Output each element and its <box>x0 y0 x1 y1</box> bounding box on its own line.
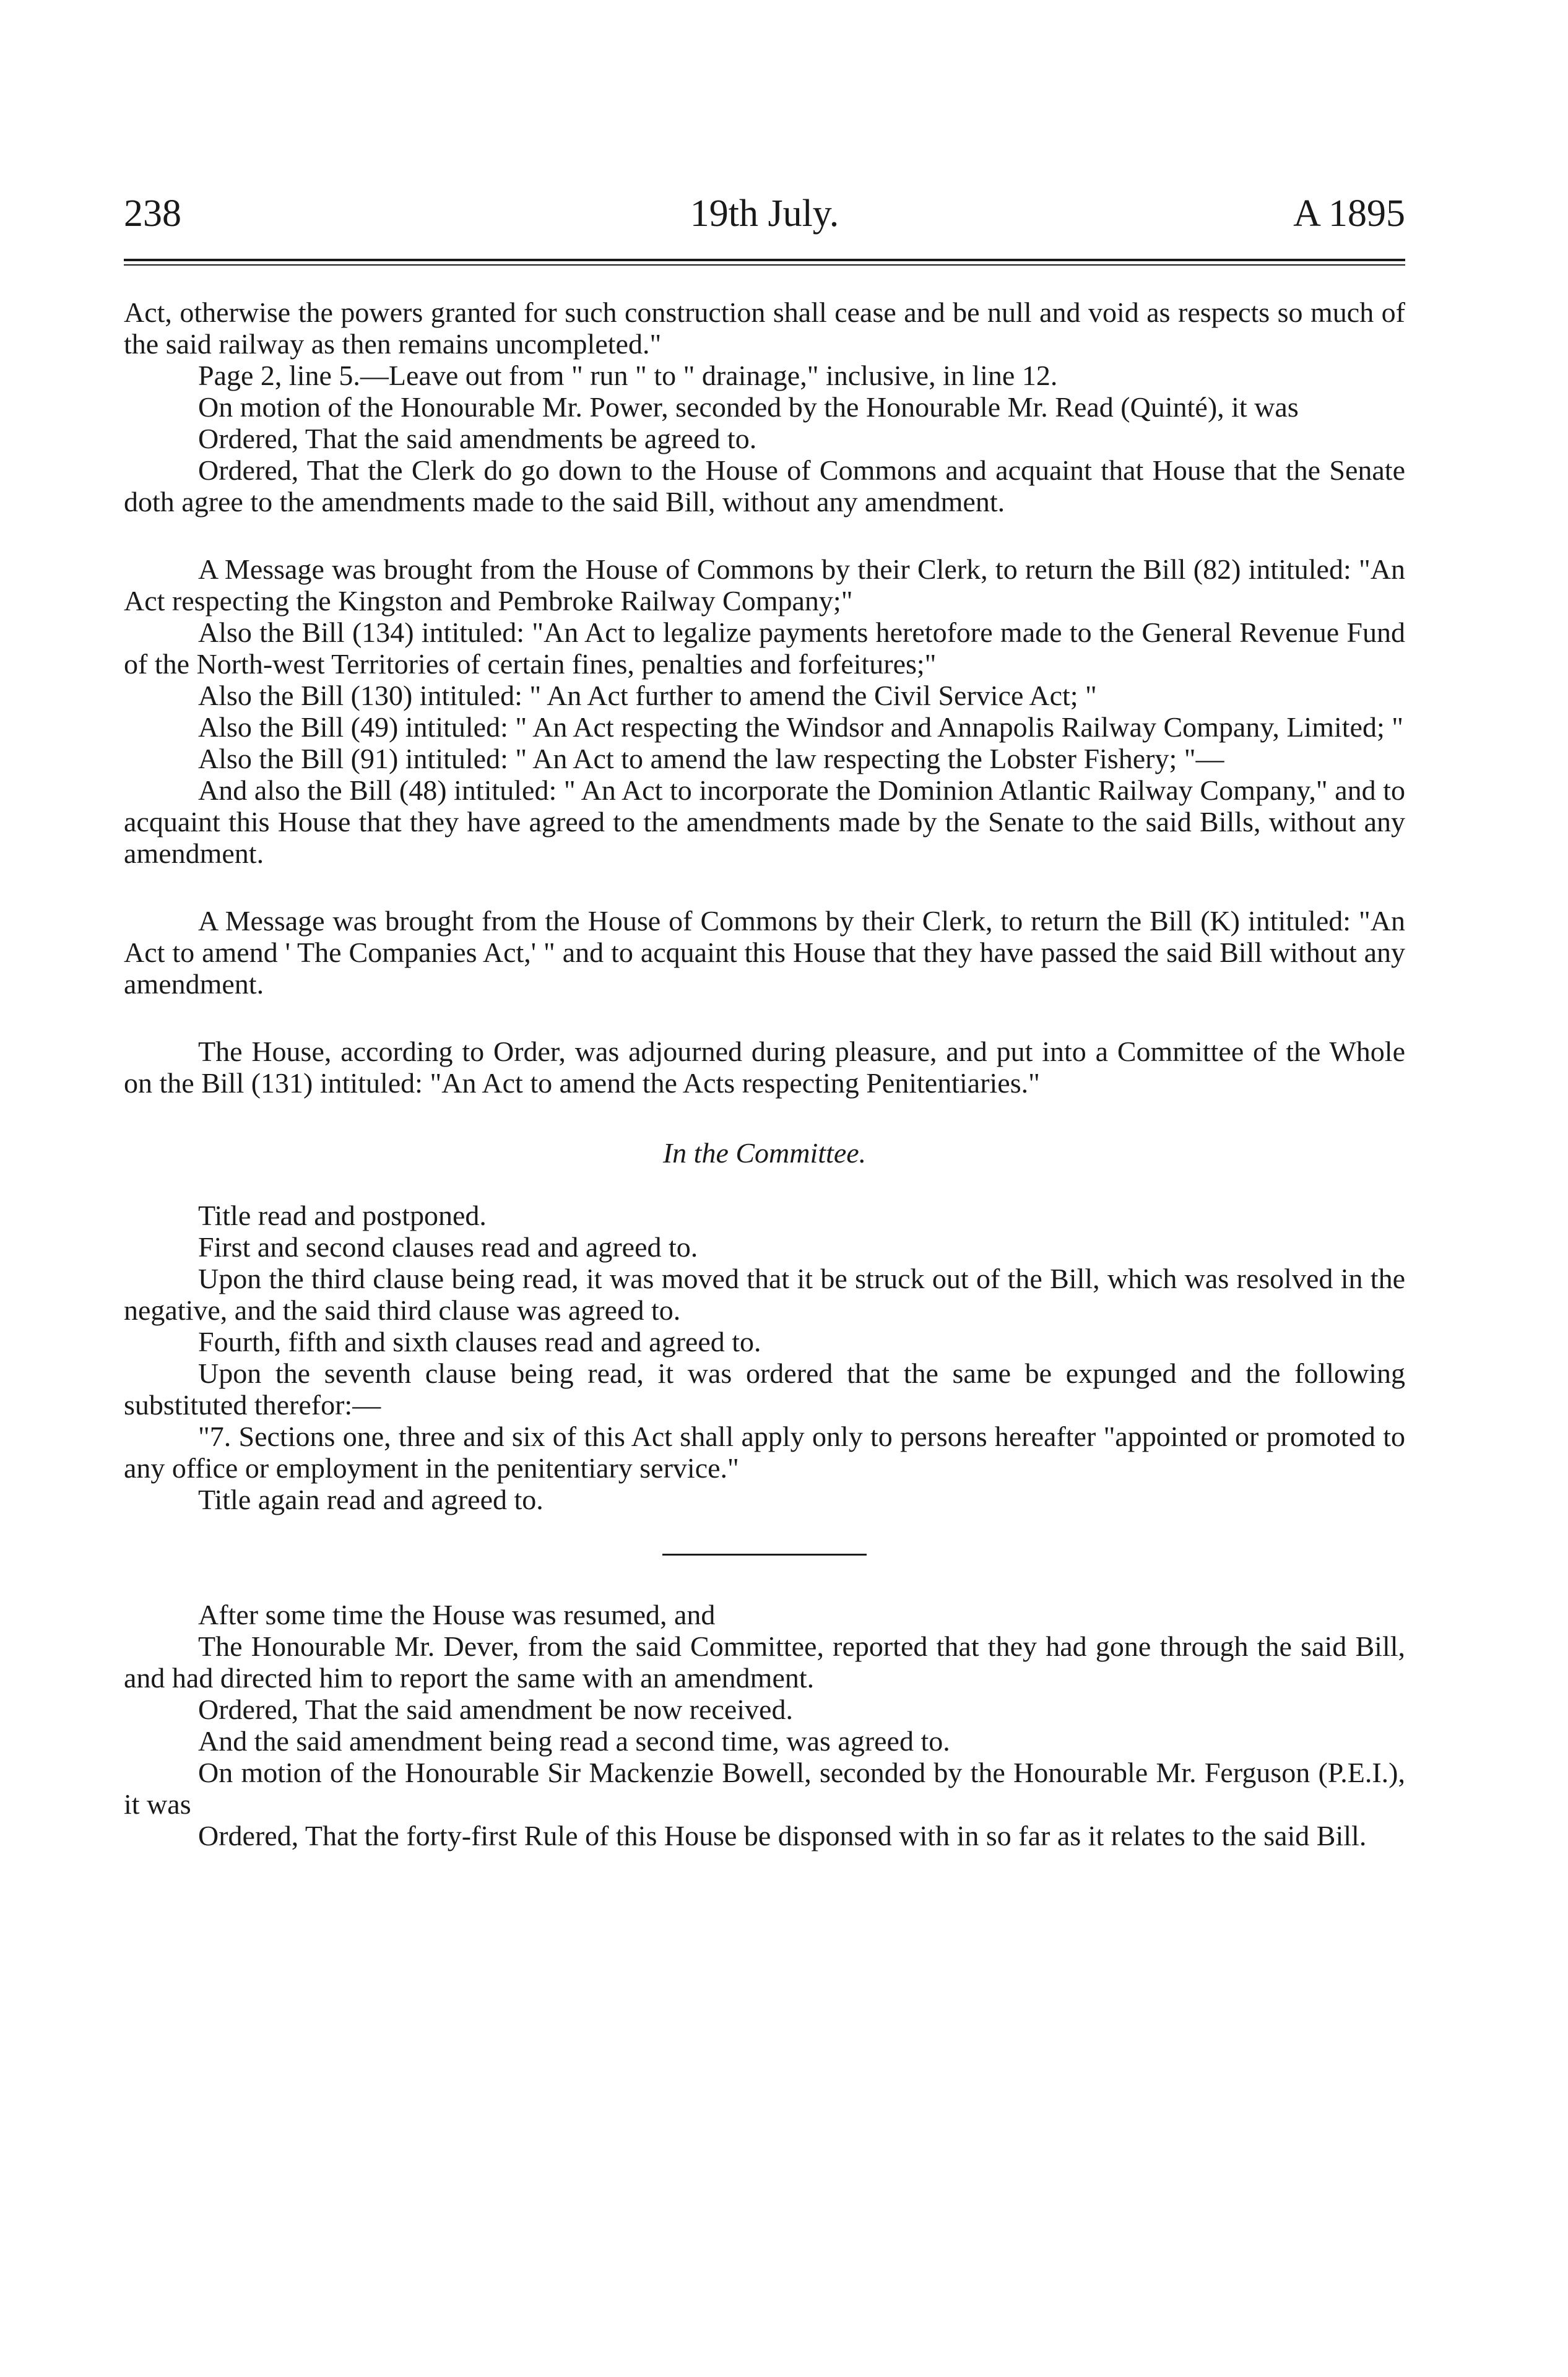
page-date: 19th July. <box>690 193 839 235</box>
paragraph: Upon the seventh clause being read, it was ordered that the same be expunged and the following substituted therefor:— <box>124 1357 1405 1421</box>
paragraph: First and second clauses read and agreed to. <box>198 1231 698 1263</box>
paragraph: Page 2, line 5.—Leave out from " run " to " drainage," inclusive, in line 12. <box>198 360 1058 391</box>
page-header <box>124 186 1405 241</box>
paragraph: Ordered, That the Clerk do go down to the House of Commons and acquaint that House that the Senate doth agree to the amendments made to the said Bill, without any amendment. <box>124 454 1405 517</box>
header-rule <box>124 259 1405 266</box>
journal-page <box>124 186 1405 1851</box>
paragraph: A Message was brought from the House of Commons by their Clerk, to return the Bill (K) intituled: "An Act to amend ' The Companies Act,' " and to acquaint this House that they have passed the said Bill without any amendment. <box>124 905 1405 1000</box>
page-number: 238 <box>124 193 181 235</box>
paragraph: On motion of the Honourable Sir Mackenzie Bowell, seconded by the Honourable Mr. Ferguson (P.E.I.), it was <box>124 1757 1405 1820</box>
paragraph: Ordered, That the said amendments be agreed to. <box>198 423 757 454</box>
page-year: A 1895 <box>1293 193 1405 235</box>
paragraph: And the said amendment being read a second time, was agreed to. <box>198 1725 950 1757</box>
page-body <box>124 297 1405 1851</box>
paragraph: Act, otherwise the powers granted for such construction shall cease and be null and void as respects so much of the said railway as then remains uncompleted." <box>124 297 1405 360</box>
paragraph: A Message was brought from the House of Commons by their Clerk, to return the Bill (82) intituled: "An Act respecting the Kingston and Pembroke Railway Company;" <box>124 553 1405 617</box>
section-divider <box>662 1554 867 1556</box>
paragraph: The House, according to Order, was adjourned during pleasure, and put into a Committee of the Whole on the Bill (131) intituled: "An Act to amend the Acts respecting Penitentiaries." <box>124 1036 1405 1099</box>
section-heading: In the Committee. <box>662 1137 867 1169</box>
paragraph: Fourth, fifth and sixth clauses read and agreed to. <box>198 1326 761 1357</box>
paragraph: Title read and postponed. <box>198 1200 487 1231</box>
paragraph: Ordered, That the forty-first Rule of this House be disponsed with in so far as it relates to the said Bill. <box>198 1820 1367 1851</box>
paragraph: Upon the third clause being read, it was moved that it be struck out of the Bill, which was resolved in the negative, and the said third clause was agreed to. <box>124 1263 1405 1326</box>
paragraph: The Honourable Mr. Dever, from the said Committee, reported that they had gone through the said Bill, and had directed him to report the same with an amendment. <box>124 1630 1405 1694</box>
paragraph: After some time the House was resumed, and <box>198 1599 716 1630</box>
paragraph: And also the Bill (48) intituled: " An Act to incorporate the Dominion Atlantic Railway Company," and to acquaint this House that they have agreed to the amendments made by the Senate to the said Bills, without any amendment. <box>124 774 1405 869</box>
paragraph: On motion of the Honourable Mr. Power, seconded by the Honourable Mr. Read (Quinté), it was <box>198 391 1299 423</box>
paragraph: Also the Bill (91) intituled: " An Act to amend the law respecting the Lobster Fishery; "— <box>198 743 1224 774</box>
paragraph: Ordered, That the said amendment be now received. <box>198 1694 793 1725</box>
paragraph: Also the Bill (49) intituled: " An Act respecting the Windsor and Annapolis Railway Company, Limited; " <box>198 711 1404 743</box>
quoted-clause: "7. Sections one, three and six of this Act shall apply only to persons hereafter "appointed or promoted to any office or employment in the penitentiary service." <box>124 1421 1405 1484</box>
paragraph: Also the Bill (130) intituled: " An Act further to amend the Civil Service Act; " <box>198 680 1097 711</box>
paragraph: Title again read and agreed to. <box>198 1484 544 1515</box>
paragraph: Also the Bill (134) intituled: "An Act to legalize payments heretofore made to the General Revenue Fund of the North-west Territories of certain fines, penalties and forfeitures;" <box>124 617 1405 680</box>
